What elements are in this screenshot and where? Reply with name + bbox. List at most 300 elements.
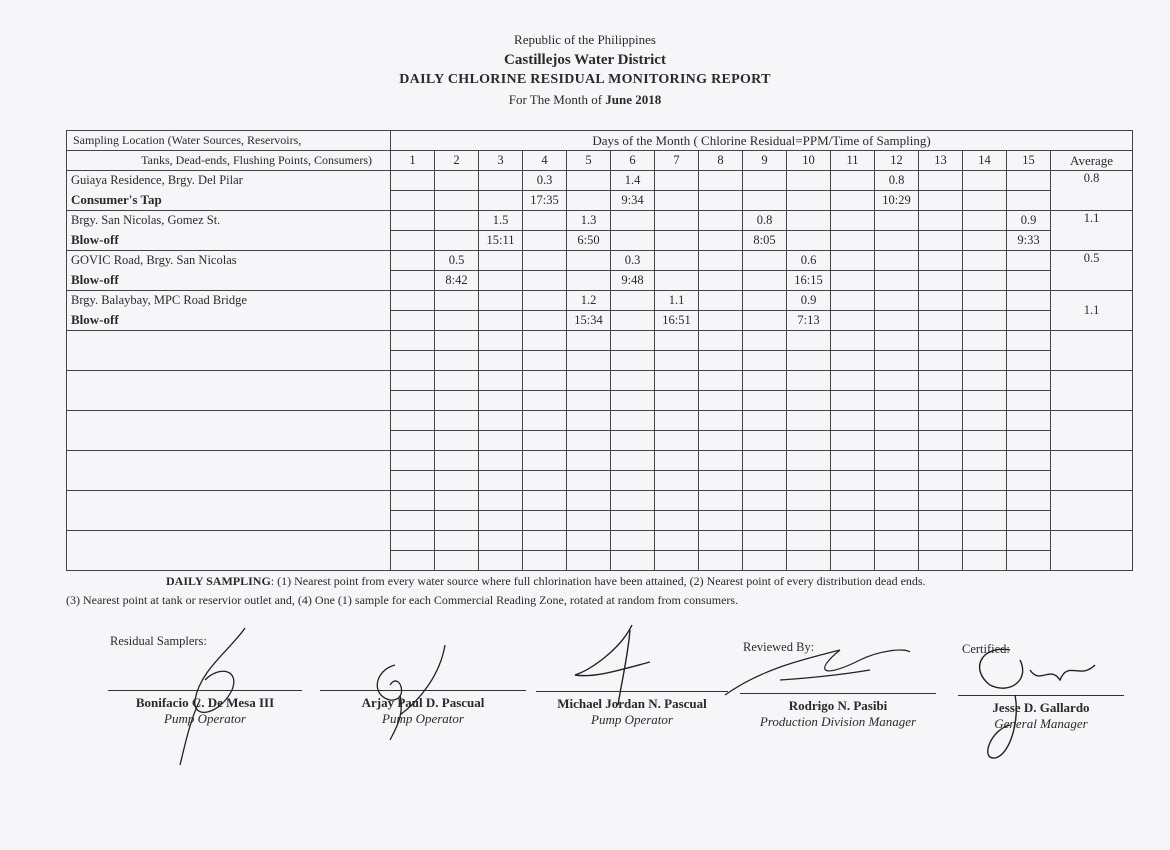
empty-average-cell (1051, 531, 1133, 571)
empty-cell (919, 471, 963, 491)
empty-cell (655, 451, 699, 471)
empty-cell (875, 431, 919, 451)
empty-cell (567, 411, 611, 431)
empty-cell (1007, 551, 1051, 571)
empty-cell (655, 351, 699, 371)
ppm-cell (435, 171, 479, 191)
empty-cell (655, 411, 699, 431)
empty-cell (743, 471, 787, 491)
empty-average-cell (1051, 451, 1133, 491)
empty-cell (1007, 411, 1051, 431)
empty-cell (919, 371, 963, 391)
empty-cell (523, 471, 567, 491)
ppm-cell (523, 211, 567, 231)
time-cell (435, 311, 479, 331)
empty-cell (875, 511, 919, 531)
ppm-cell (1007, 171, 1051, 191)
time-cell (611, 231, 655, 251)
empty-cell (435, 431, 479, 451)
handwritten-signature-4 (720, 640, 920, 700)
empty-row (67, 431, 1133, 451)
empty-cell (1007, 331, 1051, 351)
empty-cell (655, 491, 699, 511)
ppm-cell (699, 211, 743, 231)
notes-line-2: (3) Nearest point at tank or reservior outlet and, (4) One (1) sample for each Commercial Reading Zone, rotated at random from consumers. (66, 593, 739, 607)
empty-row (67, 491, 1133, 511)
ppm-cell (919, 291, 963, 311)
day-header: 1 (391, 151, 435, 171)
ppm-cell (523, 291, 567, 311)
empty-cell (743, 391, 787, 411)
empty-cell (523, 431, 567, 451)
time-cell (699, 311, 743, 331)
signer-name: Arjay Paul D. Pascual (361, 695, 485, 710)
time-cell (919, 231, 963, 251)
empty-cell (963, 351, 1007, 371)
empty-cell (963, 411, 1007, 431)
sampling-notes (66, 572, 1146, 610)
day-header: 5 (567, 151, 611, 171)
empty-cell (743, 551, 787, 571)
table-row-time (67, 271, 1133, 291)
empty-cell (435, 531, 479, 551)
empty-cell (479, 511, 523, 531)
empty-cell (699, 371, 743, 391)
empty-cell (567, 531, 611, 551)
empty-cell (699, 451, 743, 471)
table-row (67, 291, 1133, 311)
empty-cell (743, 491, 787, 511)
time-cell: 8:05 (743, 231, 787, 251)
empty-cell (699, 411, 743, 431)
time-cell: 6:50 (567, 231, 611, 251)
ppm-cell: 1.4 (611, 171, 655, 191)
empty-location-cell (67, 471, 391, 491)
empty-cell (831, 351, 875, 371)
ppm-cell (1007, 251, 1051, 271)
report-title: DAILY CHLORINE RESIDUAL MONITORING REPORT (399, 72, 771, 87)
sampling-location: Brgy. San Nicolas, Gomez St. (67, 211, 391, 231)
empty-cell (523, 491, 567, 511)
ppm-cell (479, 251, 523, 271)
empty-cell (567, 391, 611, 411)
empty-cell (919, 551, 963, 571)
empty-cell (787, 451, 831, 471)
time-cell (787, 191, 831, 211)
sampling-point-type: Consumer's Tap (67, 191, 391, 211)
time-cell (831, 191, 875, 211)
empty-row (67, 371, 1133, 391)
table-row-time (67, 191, 1133, 211)
table-row-time (67, 311, 1133, 331)
ppm-cell (655, 211, 699, 231)
empty-cell (699, 551, 743, 571)
day-header: 8 (699, 151, 743, 171)
empty-cell (875, 471, 919, 491)
time-cell (655, 271, 699, 291)
ppm-cell (567, 171, 611, 191)
empty-average-cell (1051, 411, 1133, 451)
ppm-cell: 0.9 (787, 291, 831, 311)
empty-average-cell (1051, 371, 1133, 411)
handwritten-signature-1 (160, 620, 260, 770)
empty-cell (743, 411, 787, 431)
empty-cell (611, 411, 655, 431)
handwritten-signature-5 (960, 640, 1110, 765)
empty-cell (391, 331, 435, 351)
empty-cell (523, 551, 567, 571)
district-name: Castillejos Water District (504, 52, 666, 68)
time-cell (875, 311, 919, 331)
empty-cell (611, 331, 655, 351)
empty-cell (1007, 451, 1051, 471)
empty-cell (567, 371, 611, 391)
empty-cell (699, 531, 743, 551)
samplers-label: Residual Samplers: (110, 634, 207, 648)
empty-cell (699, 431, 743, 451)
location-header-1: Sampling Location (Water Sources, Reservoirs, (67, 131, 391, 151)
empty-cell (655, 531, 699, 551)
ppm-cell (435, 291, 479, 311)
handwritten-signature-3 (560, 620, 670, 710)
empty-cell (523, 411, 567, 431)
time-cell (391, 271, 435, 291)
empty-cell (435, 351, 479, 371)
empty-cell (479, 391, 523, 411)
empty-cell (479, 451, 523, 471)
signer-name: Michael Jordan N. Pascual (557, 696, 707, 711)
time-cell (479, 311, 523, 331)
ppm-cell (963, 171, 1007, 191)
ppm-cell (831, 171, 875, 191)
empty-cell (699, 331, 743, 351)
signer-title: Pump Operator (382, 711, 464, 726)
empty-cell (523, 451, 567, 471)
empty-cell (567, 511, 611, 531)
empty-cell (391, 451, 435, 471)
empty-row (67, 471, 1133, 491)
signer-title: General Manager (994, 716, 1088, 731)
ppm-cell: 0.8 (875, 171, 919, 191)
empty-cell (875, 411, 919, 431)
empty-cell (831, 331, 875, 351)
empty-cell (655, 331, 699, 351)
time-cell (1007, 191, 1051, 211)
ppm-cell (963, 291, 1007, 311)
empty-cell (919, 351, 963, 371)
empty-cell (523, 511, 567, 531)
time-cell: 10:29 (875, 191, 919, 211)
time-cell: 9:33 (1007, 231, 1051, 251)
signer-title: Production Division Manager (759, 714, 917, 729)
empty-cell (787, 351, 831, 371)
time-cell (523, 231, 567, 251)
empty-location-cell (67, 371, 391, 391)
empty-cell (435, 551, 479, 571)
time-cell (699, 231, 743, 251)
empty-cell (743, 451, 787, 471)
time-cell (743, 191, 787, 211)
empty-cell (963, 551, 1007, 571)
ppm-cell (787, 211, 831, 231)
empty-cell (875, 451, 919, 471)
time-cell: 16:51 (655, 311, 699, 331)
day-header: 13 (919, 151, 963, 171)
empty-location-cell (67, 431, 391, 451)
empty-cell (787, 551, 831, 571)
ppm-cell (831, 251, 875, 271)
time-cell (831, 231, 875, 251)
ppm-cell (963, 251, 1007, 271)
ppm-cell: 0.9 (1007, 211, 1051, 231)
empty-cell (1007, 371, 1051, 391)
notes-line-1: : (1) Nearest point from every water source where full chlorination have been attained, (2) Nearest point of every distribution dead ends. (270, 574, 926, 588)
time-cell (875, 231, 919, 251)
empty-cell (919, 411, 963, 431)
report-month: June 2018 (605, 92, 662, 107)
ppm-cell: 1.2 (567, 291, 611, 311)
empty-cell (787, 471, 831, 491)
ppm-cell (743, 251, 787, 271)
ppm-cell (831, 291, 875, 311)
days-header: Days of the Month ( Chlorine Residual=PPM/Time of Sampling) (391, 131, 1133, 151)
ppm-cell (875, 211, 919, 231)
ppm-cell: 0.3 (523, 171, 567, 191)
time-cell (743, 311, 787, 331)
empty-cell (963, 491, 1007, 511)
ppm-cell (787, 171, 831, 191)
empty-cell (875, 551, 919, 571)
time-cell: 7:13 (787, 311, 831, 331)
table-row (67, 171, 1133, 191)
empty-location-cell (67, 351, 391, 371)
empty-cell (875, 491, 919, 511)
empty-cell (743, 331, 787, 351)
time-cell (611, 311, 655, 331)
empty-cell (611, 491, 655, 511)
empty-cell (919, 431, 963, 451)
time-cell (919, 311, 963, 331)
header-row-1 (67, 131, 1133, 151)
empty-cell (699, 391, 743, 411)
country-line: Republic of the Philippines (514, 32, 656, 47)
empty-cell (611, 551, 655, 571)
time-cell (479, 191, 523, 211)
time-cell (655, 231, 699, 251)
empty-cell (523, 331, 567, 351)
empty-cell (479, 411, 523, 431)
empty-cell (743, 371, 787, 391)
day-header: 14 (963, 151, 1007, 171)
empty-cell (611, 371, 655, 391)
empty-cell (567, 551, 611, 571)
empty-row (67, 391, 1133, 411)
empty-cell (435, 411, 479, 431)
empty-row (67, 511, 1133, 531)
signer-title: Pump Operator (591, 712, 673, 727)
ppm-cell (655, 171, 699, 191)
empty-cell (963, 331, 1007, 351)
empty-cell (479, 431, 523, 451)
empty-cell (567, 491, 611, 511)
empty-row (67, 331, 1133, 351)
average-header: Average (1051, 151, 1133, 171)
sampling-point-type: Blow-off (67, 311, 391, 331)
time-cell (567, 191, 611, 211)
empty-cell (875, 371, 919, 391)
empty-cell (523, 351, 567, 371)
empty-cell (655, 371, 699, 391)
ppm-cell (391, 171, 435, 191)
empty-average-cell (1051, 491, 1133, 531)
empty-cell (655, 431, 699, 451)
signer-title: Pump Operator (164, 711, 246, 726)
empty-cell (567, 451, 611, 471)
empty-cell (435, 371, 479, 391)
ppm-cell (611, 211, 655, 231)
ppm-cell (875, 251, 919, 271)
empty-cell (523, 371, 567, 391)
empty-average-cell (1051, 331, 1133, 371)
empty-location-cell (67, 511, 391, 531)
ppm-cell: 0.6 (787, 251, 831, 271)
empty-cell (391, 491, 435, 511)
ppm-cell (919, 171, 963, 191)
empty-cell (743, 431, 787, 451)
empty-cell (435, 471, 479, 491)
empty-cell (1007, 491, 1051, 511)
time-cell (1007, 271, 1051, 291)
empty-cell (831, 451, 875, 471)
empty-row (67, 351, 1133, 371)
table-row-time (67, 231, 1133, 251)
empty-cell (699, 511, 743, 531)
day-header: 4 (523, 151, 567, 171)
report-month-line: For The Month of June 2018 (508, 92, 662, 107)
time-cell (743, 271, 787, 291)
empty-cell (875, 531, 919, 551)
ppm-cell (875, 291, 919, 311)
empty-cell (523, 531, 567, 551)
average-cell: 1.1 (1051, 291, 1133, 331)
average-cell: 0.8 (1051, 171, 1133, 211)
empty-cell (567, 431, 611, 451)
ppm-cell: 0.8 (743, 211, 787, 231)
empty-cell (479, 491, 523, 511)
empty-location-cell (67, 451, 391, 471)
handwritten-signature-2 (360, 640, 470, 750)
empty-cell (699, 491, 743, 511)
time-cell: 17:35 (523, 191, 567, 211)
empty-cell (1007, 431, 1051, 451)
sampling-location: Guiaya Residence, Brgy. Del Pilar (67, 171, 391, 191)
empty-location-cell (67, 491, 391, 511)
empty-cell (391, 391, 435, 411)
time-cell (523, 271, 567, 291)
sampling-location: GOVIC Road, Brgy. San Nicolas (67, 251, 391, 271)
empty-location-cell (67, 331, 391, 351)
empty-cell (875, 391, 919, 411)
time-cell (391, 231, 435, 251)
empty-cell (919, 331, 963, 351)
ppm-cell (963, 211, 1007, 231)
empty-cell (655, 511, 699, 531)
empty-cell (919, 391, 963, 411)
time-cell (699, 271, 743, 291)
empty-location-cell (67, 551, 391, 571)
sampling-location: Brgy. Balaybay, MPC Road Bridge (67, 291, 391, 311)
time-cell (963, 271, 1007, 291)
time-cell (963, 191, 1007, 211)
empty-cell (391, 531, 435, 551)
empty-cell (699, 471, 743, 491)
empty-cell (831, 551, 875, 571)
empty-cell (479, 531, 523, 551)
empty-cell (787, 411, 831, 431)
certified-label: Certified: (962, 642, 1010, 656)
empty-cell (787, 371, 831, 391)
chlorine-residual-table (66, 130, 1133, 571)
empty-cell (479, 471, 523, 491)
empty-cell (611, 391, 655, 411)
time-cell (655, 191, 699, 211)
empty-cell (567, 331, 611, 351)
empty-cell (391, 471, 435, 491)
empty-location-cell (67, 391, 391, 411)
empty-cell (831, 531, 875, 551)
empty-cell (479, 351, 523, 371)
signer-name: Rodrigo N. Pasibi (788, 698, 888, 713)
day-header: 3 (479, 151, 523, 171)
empty-cell (567, 351, 611, 371)
ppm-cell: 1.3 (567, 211, 611, 231)
empty-cell (435, 491, 479, 511)
time-cell (787, 231, 831, 251)
ppm-cell (743, 291, 787, 311)
day-header: 12 (875, 151, 919, 171)
time-cell (435, 231, 479, 251)
empty-cell (919, 511, 963, 531)
time-cell (391, 311, 435, 331)
time-cell (831, 271, 875, 291)
header-row-2 (67, 151, 1133, 171)
ppm-cell (435, 211, 479, 231)
time-cell: 9:34 (611, 191, 655, 211)
time-cell (479, 271, 523, 291)
ppm-cell (479, 291, 523, 311)
empty-cell (875, 331, 919, 351)
day-header: 10 (787, 151, 831, 171)
location-header-2: Tanks, Dead-ends, Flushing Points, Consumers) (67, 151, 391, 171)
empty-cell (391, 351, 435, 371)
ppm-cell (611, 291, 655, 311)
report-header (0, 30, 1170, 110)
time-cell: 15:34 (567, 311, 611, 331)
ppm-cell (391, 211, 435, 231)
ppm-cell (919, 251, 963, 271)
empty-cell (435, 511, 479, 531)
empty-cell (655, 551, 699, 571)
empty-cell (611, 351, 655, 371)
empty-cell (391, 511, 435, 531)
ppm-cell (743, 171, 787, 191)
empty-cell (479, 371, 523, 391)
ppm-cell (699, 251, 743, 271)
time-cell: 8:42 (435, 271, 479, 291)
ppm-cell: 1.5 (479, 211, 523, 231)
table-row (67, 251, 1133, 271)
ppm-cell (479, 171, 523, 191)
